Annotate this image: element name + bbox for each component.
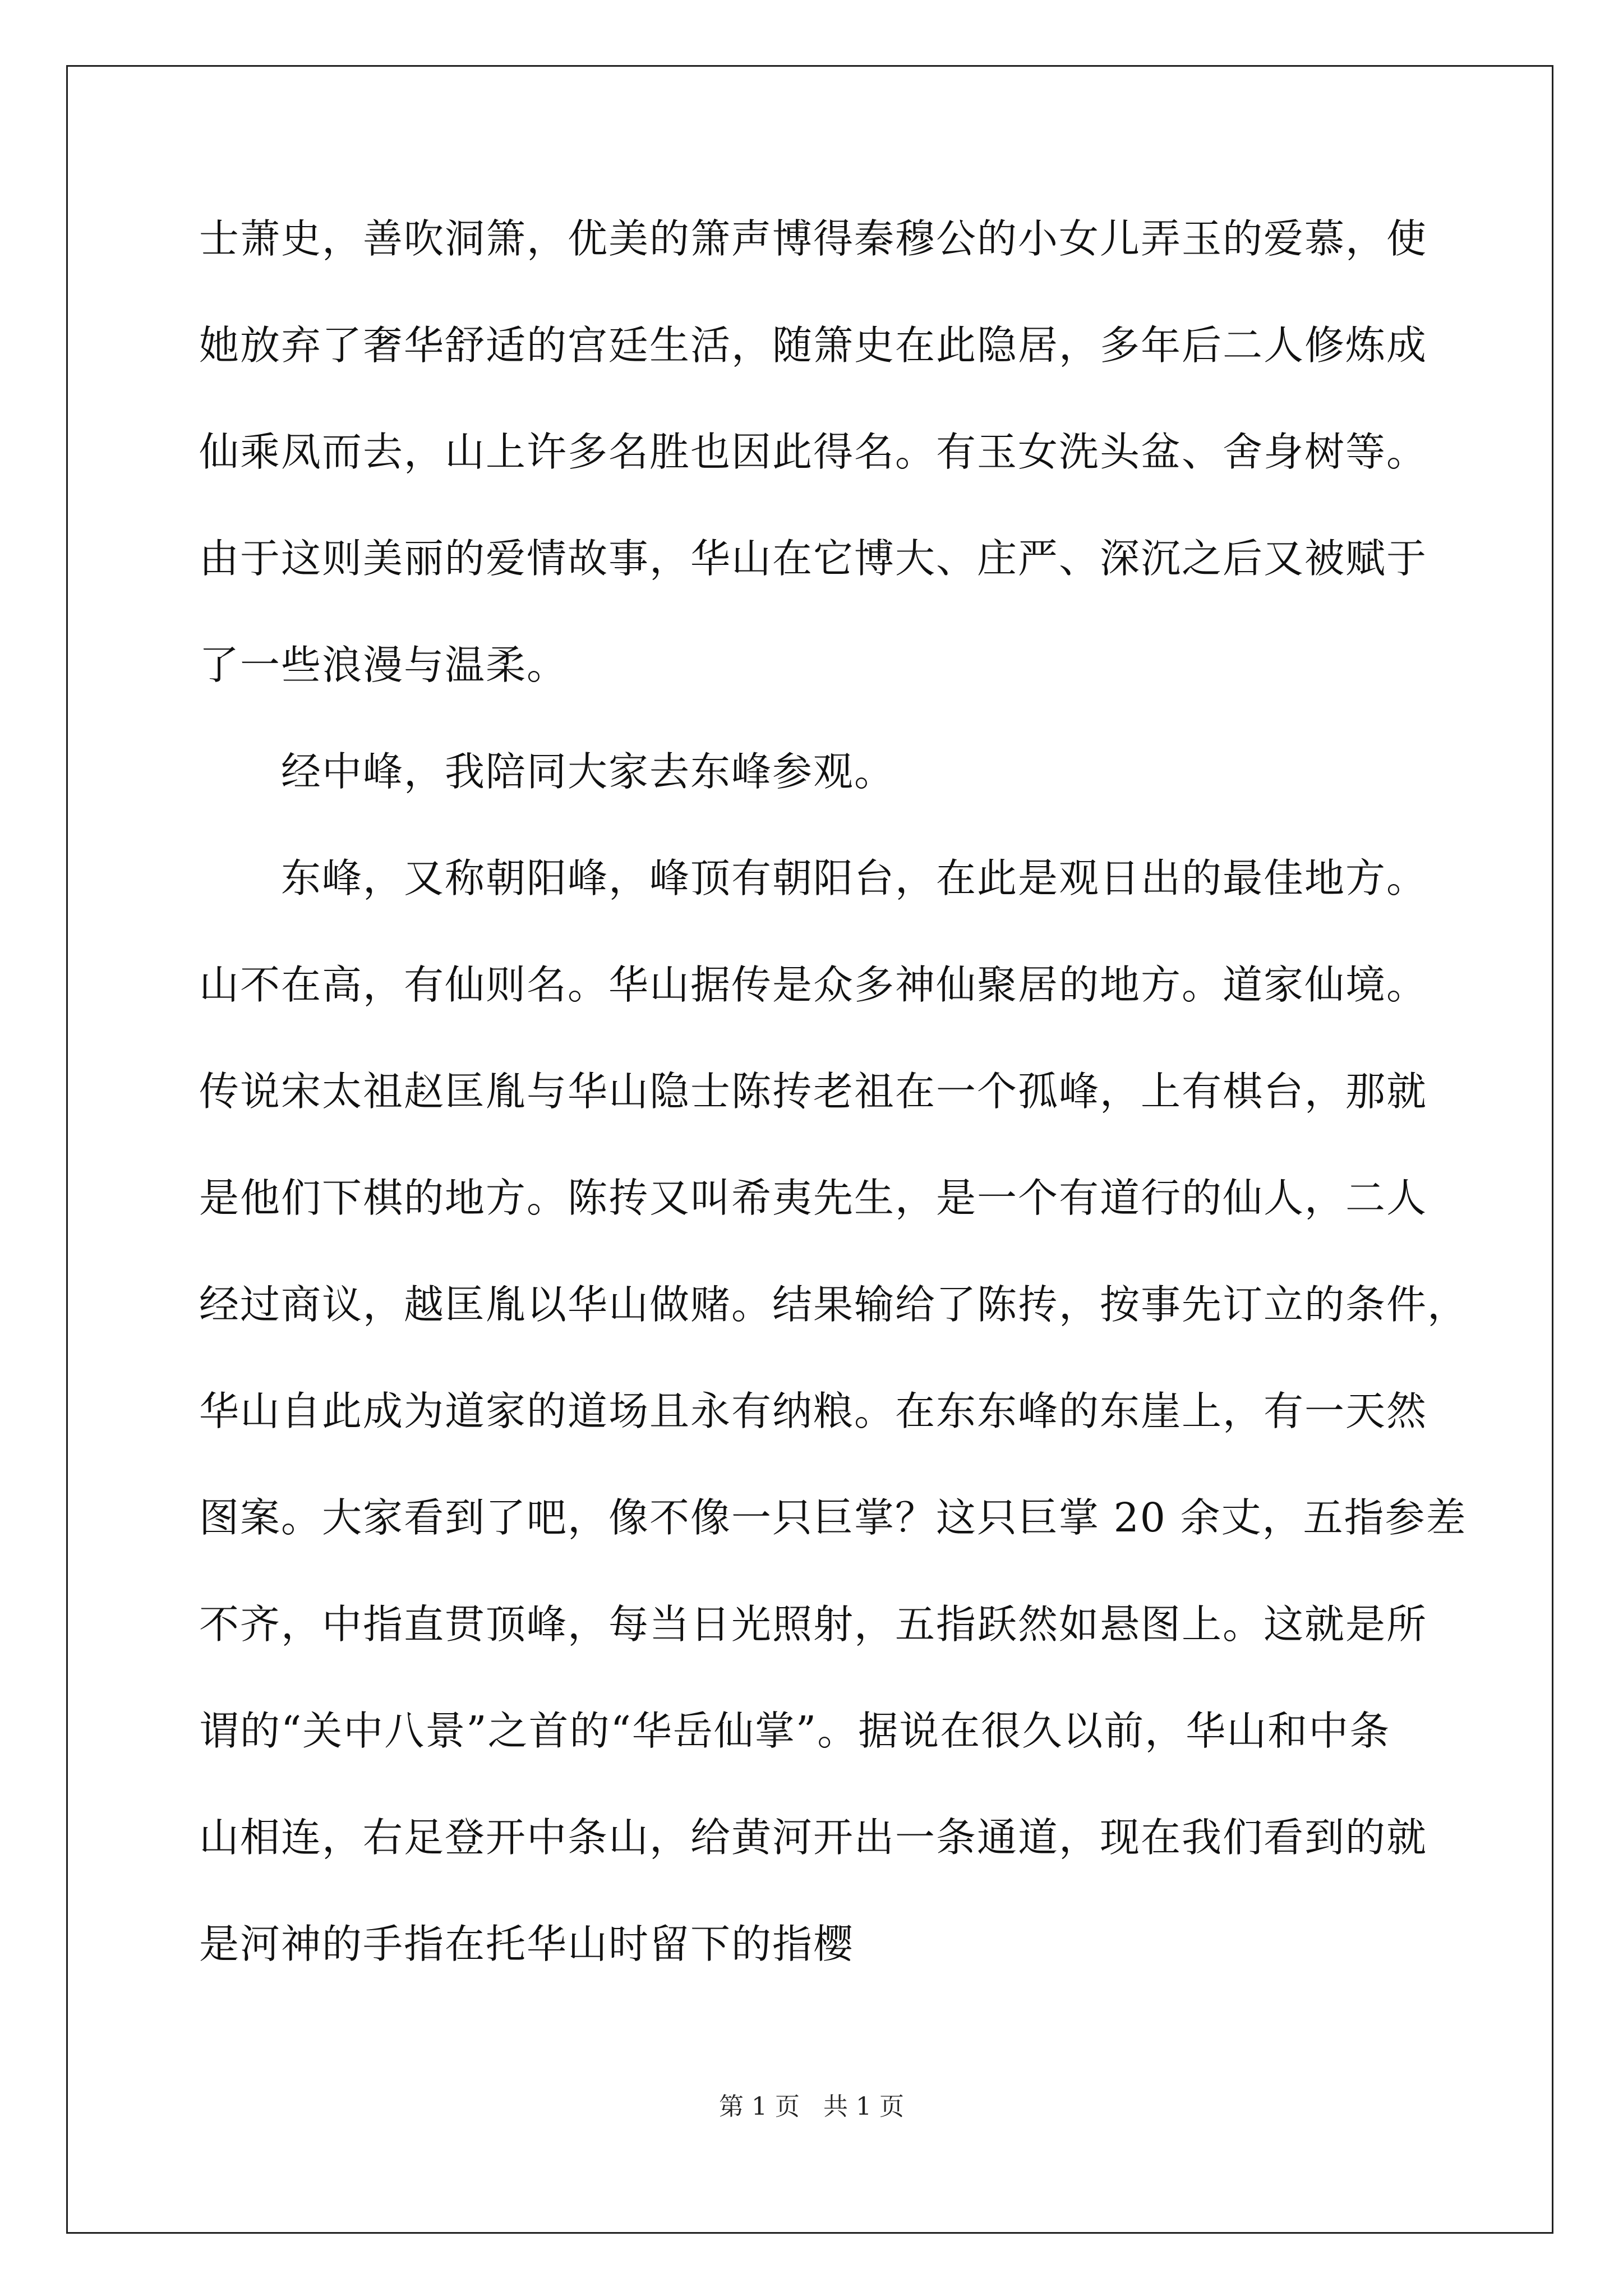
text-line: 她放弃了奢华舒适的宫廷生活，随箫史在此隐居，多年后二人修炼成 bbox=[199, 322, 1428, 369]
text-line: 不齐，中指直贯顶峰，每当日光照射，五指跃然如悬图上。这就是所 bbox=[199, 1601, 1428, 1648]
text-line: 是他们下棋的地方。陈抟又叫希夷先生，是一个有道行的仙人，二人 bbox=[199, 1175, 1428, 1221]
total-pages: 共 1 页 bbox=[823, 2092, 904, 2121]
text-line: 山相连，右足登开中条山，给黄河开出一条通道，现在我们看到的就 bbox=[199, 1814, 1428, 1861]
text-line: 由于这则美丽的爱情故事，华山在它博大、庄严、深沉之后又被赋于 bbox=[199, 535, 1428, 582]
document-body bbox=[199, 213, 1469, 2025]
text-line: 经过商议，越匡胤以华山做赌。结果输给了陈抟，按事先订立的条件， bbox=[199, 1281, 1469, 1328]
paragraph-start-line: 东峰，又称朝阳峰，峰顶有朝阳台，在此是观日出的最佳地方。 bbox=[281, 855, 1428, 901]
page-number: 第 1 页 bbox=[719, 2092, 800, 2121]
text-line: 仙乘凤而去，山上许多名胜也因此得名。有玉女洗头盆、舍身树等。 bbox=[199, 429, 1428, 475]
text-line: 传说宋太祖赵匡胤与华山隐士陈抟老祖在一个孤峰，上有棋台，那就 bbox=[199, 1068, 1428, 1115]
text-line: 山不在高，有仙则名。华山据传是众多神仙聚居的地方。道家仙境。 bbox=[199, 961, 1428, 1008]
text-line: 谓的“关中八景”之首的“华岳仙掌”。据说在很久以前，华山和中条 bbox=[199, 1708, 1391, 1754]
page-footer bbox=[0, 2091, 1623, 2123]
text-line: 图案。大家看到了吧，像不像一只巨掌？这只巨掌 20 余丈，五指参差 bbox=[199, 1494, 1467, 1541]
text-line: 士萧史，善吹洞箫，优美的箫声博得秦穆公的小女儿弄玉的爱慕，使 bbox=[199, 215, 1428, 262]
text-line: 华山自此成为道家的道场且永有纳粮。在东东峰的东崖上，有一天然 bbox=[199, 1388, 1428, 1434]
text-line: 了一些浪漫与温柔。 bbox=[199, 642, 568, 688]
text-line: 是河神的手指在托华山时留下的指樱 bbox=[199, 1921, 855, 1967]
paragraph-start-line: 经中峰，我陪同大家去东峰参观。 bbox=[281, 748, 896, 795]
